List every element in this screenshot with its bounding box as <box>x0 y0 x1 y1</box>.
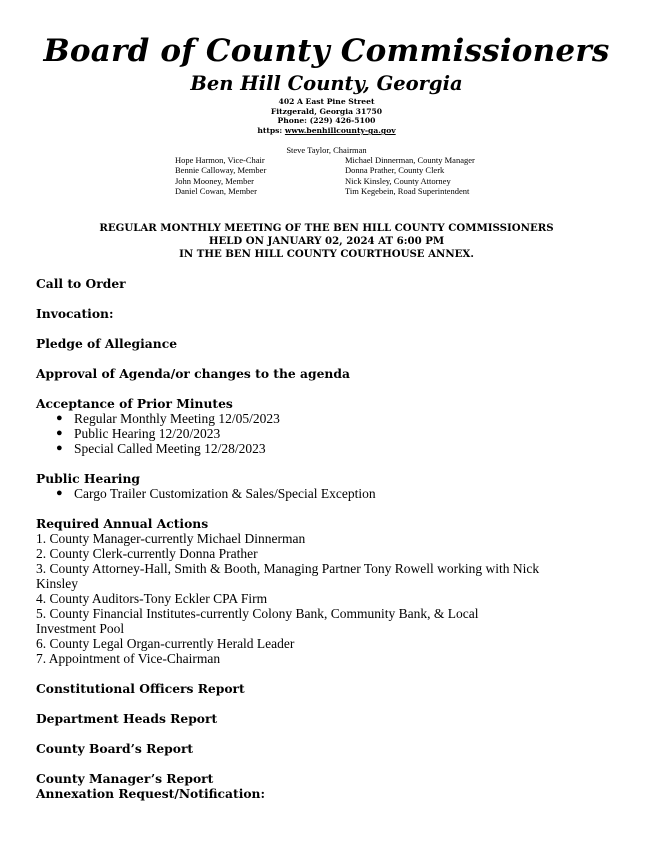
official-member: John Mooney, Member <box>175 175 255 186</box>
public-hearing-list <box>36 486 626 501</box>
annual-action-item: 2. County Clerk-currently Donna Prather <box>36 546 258 561</box>
chairman: Steve Taylor, Chairman <box>286 145 367 155</box>
pledge-heading: Pledge of Allegiance <box>36 336 178 351</box>
address-city: Fitzgerald, Georgia 31750 <box>270 106 383 116</box>
annual-action-item: 3. County Attorney-Hall, Smith & Booth, Managing Partner Tony Rowell working with Nick <box>36 561 540 576</box>
agenda-body <box>36 276 626 801</box>
public-hearing-heading: Public Hearing <box>36 471 140 486</box>
annual-action-item: 5. County Financial Institutes-currently Colony Bank, Community Bank, & Local <box>36 606 479 621</box>
prior-minutes-list <box>36 411 626 456</box>
annual-action-item: 1. County Manager-currently Michael Dinnerman <box>36 531 306 546</box>
phone-number: Phone: (229) 426-5100 <box>277 116 376 126</box>
list-item: ● Public Hearing 12/20/2023 <box>56 426 221 441</box>
department-heads-heading: Department Heads Report <box>36 711 218 726</box>
official-county-attorney: Nick Kinsley, County Attorney <box>345 175 451 186</box>
meeting-line-1: REGULAR MONTHLY MEETING OF THE BEN HILL COUNTY COMMISSIONERS <box>99 222 554 234</box>
official-member: Bennie Calloway, Member <box>175 165 267 176</box>
annual-action-item: 6. County Legal Organ-currently Herald Leader <box>36 636 295 651</box>
website-link[interactable]: www.benhillcounty-ga.gov <box>284 126 396 136</box>
official-county-manager: Michael Dinnerman, County Manager <box>345 155 475 165</box>
meeting-line-3: IN THE BEN HILL COUNTY COURTHOUSE ANNEX. <box>179 248 474 260</box>
approval-heading: Approval of Agenda/or changes to the agenda <box>36 366 350 381</box>
annual-action-item-continued: Investment Pool <box>36 621 125 636</box>
annual-action-item: 7. Appointment of Vice-Chairman <box>36 651 221 666</box>
page-subtitle: Ben Hill County, Georgia <box>190 72 463 95</box>
list-item: ● Cargo Trailer Customization & Sales/Special Exception <box>56 486 376 501</box>
meeting-line-2: HELD ON JANUARY 02, 2024 AT 6:00 PM <box>208 235 445 247</box>
bullet-icon: ● <box>56 487 63 499</box>
address-block <box>0 97 653 136</box>
list-item: ● Special Called Meeting 12/28/2023 <box>56 441 266 456</box>
official-member: Daniel Cowan, Member <box>175 185 257 196</box>
invocation-heading: Invocation: <box>36 306 114 321</box>
bullet-icon: ● <box>56 427 63 439</box>
annual-action-item-continued: Kinsley <box>36 576 78 591</box>
annual-action-item: 4. County Auditors-Tony Eckler CPA Firm <box>36 591 268 606</box>
annexation-heading: Annexation Request/Notification: <box>36 786 266 801</box>
prior-minutes-heading: Acceptance of Prior Minutes <box>36 396 233 411</box>
address-street: 402 A East Pine Street <box>278 97 375 106</box>
county-manager-heading: County Manager’s Report <box>36 771 214 786</box>
website-line <box>0 126 653 136</box>
official-road-superintendent: Tim Kegebein, Road Superintendent <box>345 185 470 196</box>
call-to-order-heading: Call to Order <box>36 276 126 291</box>
constitutional-officers-heading: Constitutional Officers Report <box>36 681 245 696</box>
official-vice-chair: Hope Harmon, Vice-Chair <box>175 155 265 165</box>
bullet-icon: ● <box>56 412 63 424</box>
list-item: ● Regular Monthly Meeting 12/05/2023 <box>56 411 280 426</box>
commissioners-list <box>175 155 266 196</box>
bullet-icon: ● <box>56 442 63 454</box>
annual-actions-heading: Required Annual Actions <box>36 516 209 531</box>
staff-list <box>345 155 475 196</box>
county-board-heading: County Board’s Report <box>36 741 194 756</box>
website-prefix: https: <box>257 126 285 136</box>
meeting-heading <box>0 222 653 261</box>
page-title: Board of County Commissioners <box>43 33 610 69</box>
official-county-clerk: Donna Prather, County Clerk <box>345 165 445 176</box>
